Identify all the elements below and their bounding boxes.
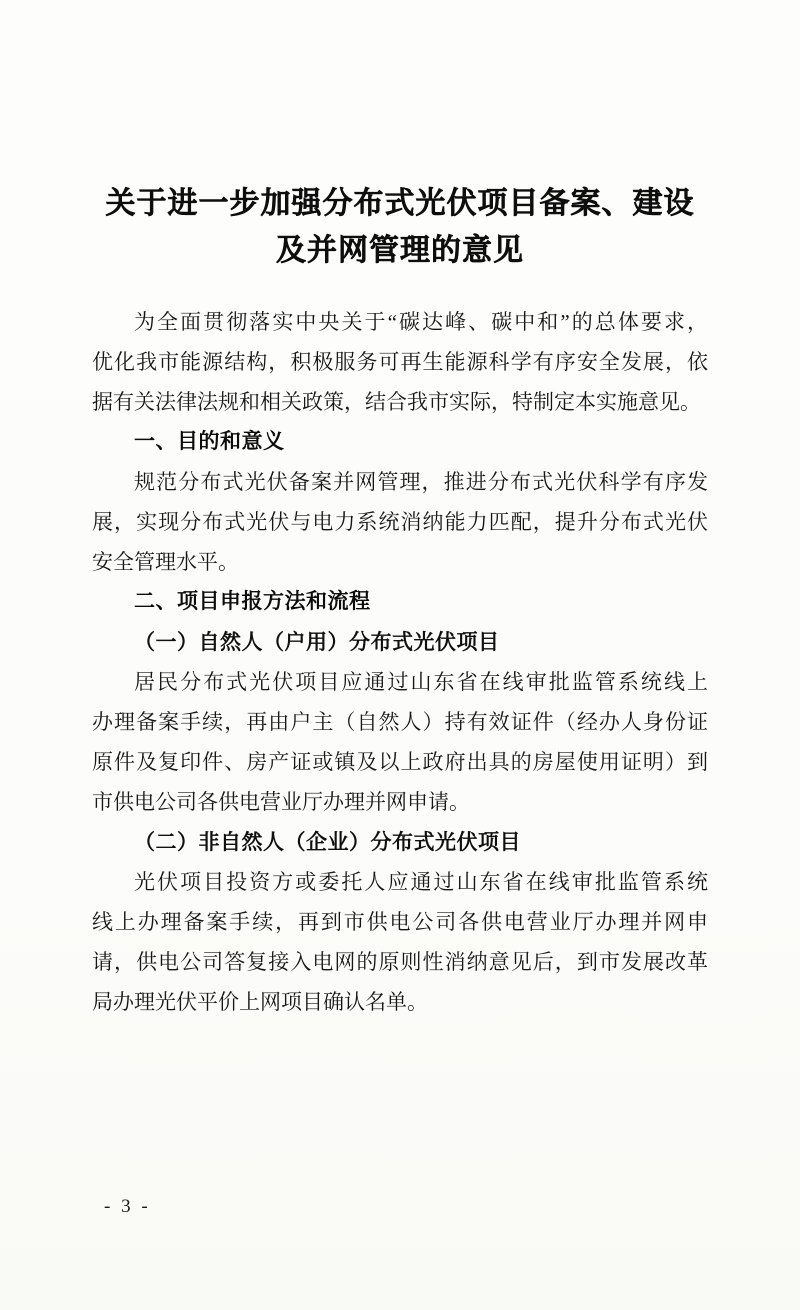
paragraph-enterprise-line: 线上办理备案手续，再到市供电公司各供电营业厅办理并网申 <box>92 910 708 934</box>
document-title-line-2: 及并网管理的意见 <box>276 234 524 267</box>
subsection-heading-2: （二）非自然人（企业）分布式光伏项目 <box>134 830 521 854</box>
document-body <box>92 302 708 1022</box>
subsection-heading-1: （一）自然人（户用）分布式光伏项目 <box>134 630 500 654</box>
paragraph-preamble-line: 为全面贯彻落实中央关于“碳达峰、碳中和”的总体要求， <box>134 310 708 334</box>
paragraph-preamble-line: 优化我市能源结构，积极服务可再生能源科学有序安全发展，依 <box>92 350 708 374</box>
paragraph-natural-person-line: 居民分布式光伏项目应通过山东省在线审批监管系统线上 <box>134 670 708 694</box>
paragraph-natural-person-line: 原件及复印件、房产证或镇及以上政府出具的房屋使用证明）到 <box>92 750 708 774</box>
paragraph-natural-person-line: 市供电公司各供电营业厅办理并网申请。 <box>92 790 470 814</box>
paragraph-purpose-line: 规范分布式光伏备案并网管理，推进分布式光伏科学有序发 <box>134 470 708 494</box>
paragraph-purpose-line: 安全管理水平。 <box>92 550 239 574</box>
section-heading-1: 一、目的和意义 <box>134 430 285 453</box>
paragraph-enterprise-line: 局办理光伏平价上网项目确认名单。 <box>92 990 428 1014</box>
page-number: - 3 - <box>104 1196 151 1217</box>
document-title <box>92 180 708 274</box>
document-title-line-1: 关于进一步加强分布式光伏项目备案、建设 <box>105 187 695 220</box>
paragraph-purpose-line: 展，实现分布式光伏与电力系统消纳能力匹配，提升分布式光伏 <box>92 510 708 534</box>
paragraph-natural-person-line: 办理备案手续，再由户主（自然人）持有效证件（经办人身份证 <box>92 710 708 734</box>
paragraph-enterprise-line: 光伏项目投资方或委托人应通过山东省在线审批监管系统 <box>134 870 708 894</box>
document-page <box>0 180 800 1310</box>
paragraph-preamble-line: 据有关法律法规和相关政策，结合我市实际，特制定本实施意见。 <box>92 390 701 414</box>
section-heading-2: 二、项目申报方法和流程 <box>134 590 371 613</box>
paragraph-enterprise-line: 请，供电公司答复接入电网的原则性消纳意见后，到市发展改革 <box>92 950 708 974</box>
